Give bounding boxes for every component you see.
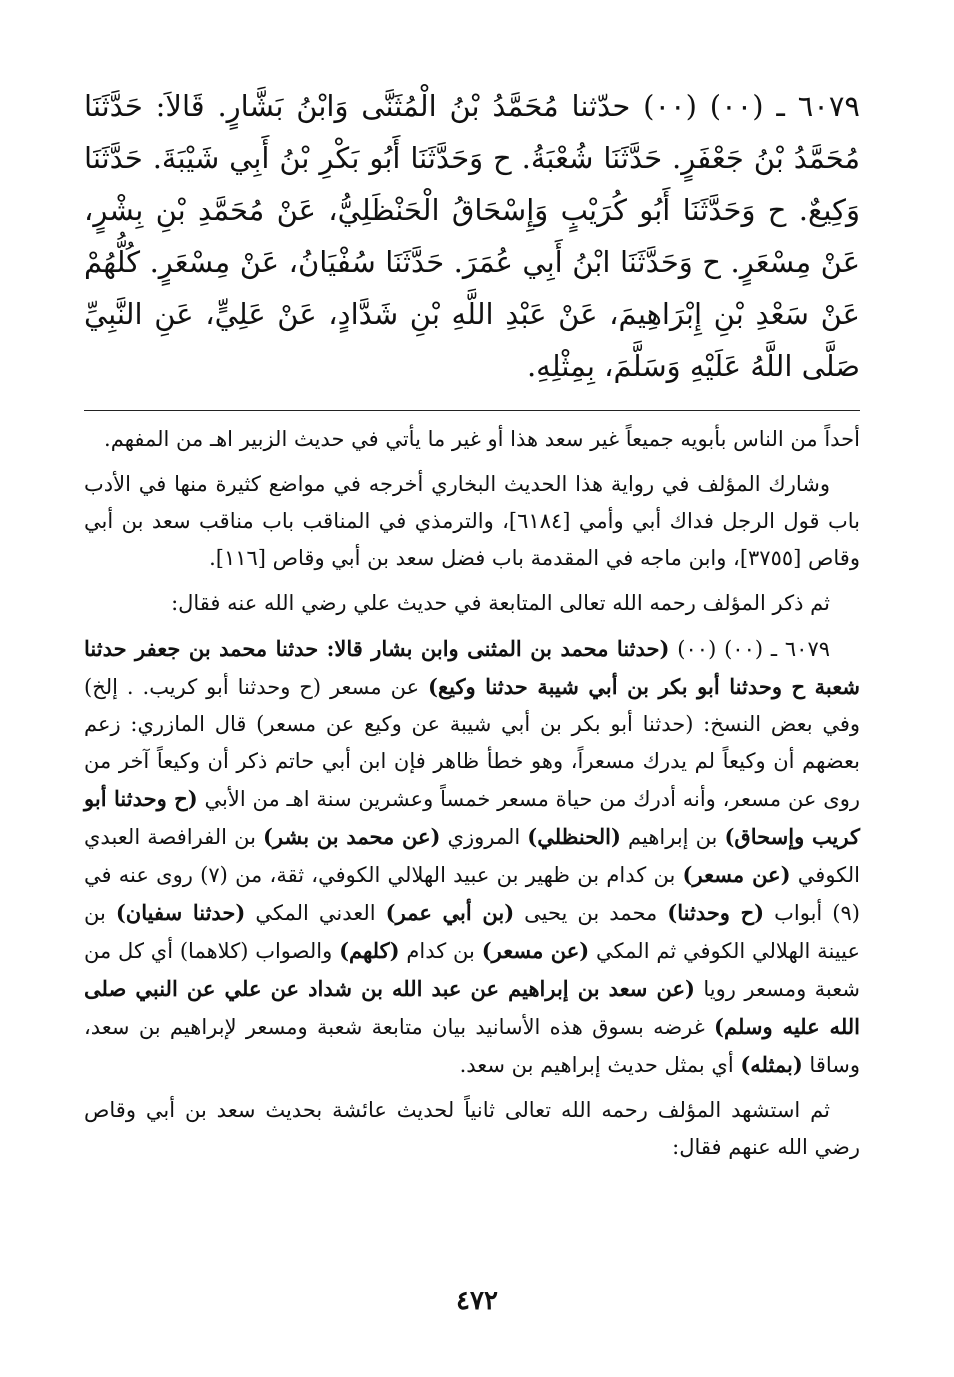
footnote-divider (84, 410, 860, 411)
isnad-bold-5: (عن مسعر) (682, 862, 791, 887)
commentary-paragraph-2: وشارك المؤلف في رواية هذا الحديث البخاري أخرجه في مواضع كثيرة منها في الأدب باب قول الرجل فداك أبي وأمي [٦١٨٤]، والترمذي في المناقب باب مناقب سعد بن أبي وقاص [٣٧٥٥]، وابن ماجه في المقدمة باب فضل سعد بن أبي وقاص [١١٦]. (84, 472, 861, 570)
commentary-paragraph-4 (84, 630, 860, 1084)
explanation-9: بن كدام (399, 939, 482, 963)
hadith-text: ٦٠٧٩ ـ (٠٠) (٠٠) حدّثنا مُحَمَّدُ بْنُ الْمُثَنَّى وَابْنُ بَشَّارٍ. قَالاَ: حَدَّثَنَا مُحَمَّدُ بْنُ جَعْفَرٍ. حَدَّثَنَا شُعْبَةُ. ح وَحَدَّثَنَا أَبُو بَكْرِ بْنُ أَبِي شَيْبَةَ. حَدَّثَنَا وَكِيعٌ. ح وَحَدَّثَنَا أَبُو كُرَيْبٍ وَإِسْحَاقُ الْحَنْظَلِيُّ، عَنْ مُحَمَّدِ بْنِ بِشْرٍ، عَنْ مِسْعَرٍ. ح وَحَدَّثَنَا ابْنُ أَبِي عُمَرَ. حَدَّثَنَا سُفْيَانُ، عَنْ مِسْعَرٍ. كُلُّهُمْ عَنْ سَعْدِ بْنِ إِبْرَاهِيمَ، عَنْ عَبْدِ اللَّهِ بْنِ شَدَّادٍ، عَنْ عَلِيٍّ، عَنِ النَّبِيِّ صَلَّى اللَّهُ عَلَيْهِ وَسَلَّمَ، بِمِثْلِهِ. (84, 89, 860, 383)
isnad-bold-8: (حدثنا سفيان) (115, 900, 246, 925)
commentary-paragraph-5: ثم استشهد المؤلف رحمه الله تعالى ثانياً لحديث عائشة بحديث سعد بن أبي وقاص رضي الله عنهم فقال: (84, 1098, 860, 1159)
explanation-4: بن الفرافصة العبدي الكوفي (84, 825, 861, 887)
isnad-bold-9: (عن مسعر) (481, 938, 590, 963)
explanation-1: عن مسعر (ح وحدثنا أبو كريب. . إلخ) وفي بعض النسخ: (حدثنا أبو بكر بن أبي شيبة عن وكيع عن مسعر) قال المازري: زعم بعضهم أن وكيعاً لم يدرك مسعراً، وهو خطأ ظاهر فإن ابن أبي حاتم ذكر أن وكيعاً آخر من روى عن مسعر، وأنه أدرك من حياة مسعر خمساً وعشرين سنة اهـ من الأبي (84, 675, 860, 811)
isnad-bold-7: (بن أبي عمر) (385, 900, 515, 925)
isnad-bold-10: (كلهم) (339, 938, 400, 963)
isnad-bold-11: (عن سعد بن إبراهيم عن عبد الله بن شداد عن علي عن النبي صلى الله عليه وسلم) (84, 976, 860, 1039)
explanation-6: محمد بن يحيى (514, 901, 668, 925)
explanation-10: والصواب (كلاهما) أي كل من شعبة ومسعر رويا (84, 939, 860, 1001)
isnad-bold-2: (ح وحدثنا أبو كريب وإسحاق) (84, 786, 860, 849)
explanation-5: بن كدام بن ظهير بن عبيد الهلالي الكوفي، ثقة، من (٧) روى عنه في (٩) أبواب (84, 863, 860, 925)
isnad-bold-4: (عن محمد بن بشر) (262, 824, 441, 849)
isnad-bold-1: (حدثنا محمد بن المثنى وابن بشار قالا: حدثنا محمد بن جعفر حدثنا شعبة ح وحدثنا أبو بكر بن أبي شيبة حدثنا وكيع) (84, 636, 860, 699)
page-body (84, 80, 860, 1174)
page-number: ٤٧٢ (456, 1286, 498, 1316)
explanation-3: المروزي (440, 825, 528, 849)
hadith-number: ٦٠٧٩ ـ (٠٠) (٠٠) (669, 637, 831, 661)
explanation-7: العدني المكي (245, 901, 386, 925)
isnad-bold-6: (ح وحدثنا) (667, 900, 765, 925)
commentary (84, 421, 860, 1166)
explanation-2: بن إبراهيم (620, 825, 725, 849)
isnad-bold-3: (الحنظلي) (527, 824, 621, 849)
explanation-11: غرضه بسوق هذه الأسانيد بيان متابعة شعبة ومسعر لإبراهيم بن سعد، وساقا (84, 1015, 860, 1077)
explanation-8: بن عيينة الهلالي الكوفي ثم المكي (84, 901, 860, 963)
isnad-bold-12: (بمثله) (740, 1052, 803, 1077)
commentary-paragraph-1: أحداً من الناس بأبويه جميعاً غير سعد هذا أو غير ما يأتي في حديث الزبير اهـ من المفهم. (104, 427, 860, 451)
commentary-paragraph-3: ثم ذكر المؤلف رحمه الله تعالى المتابعة في حديث علي رضي الله عنه فقال: (171, 591, 830, 615)
explanation-12: أي بمثل حديث إبراهيم بن سعد. (459, 1053, 741, 1077)
